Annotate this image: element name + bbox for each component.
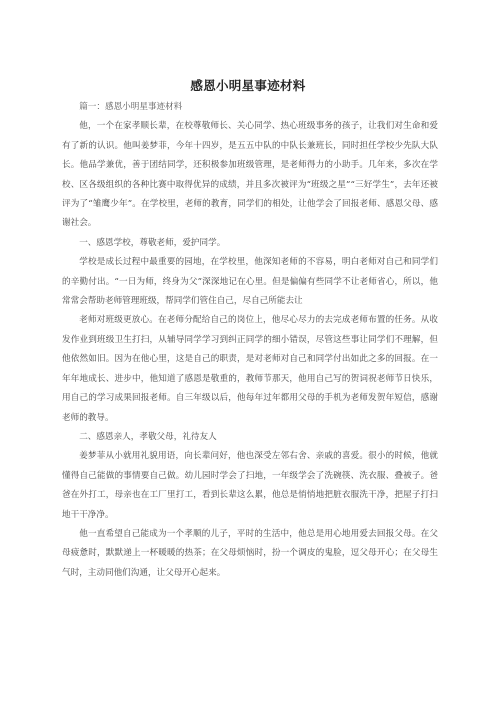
section-heading: 篇一：感恩小明星事迹材料 — [79, 102, 183, 112]
document-body — [62, 98, 438, 583]
paragraph: 姜梦菲从小就用礼貌用语，向长辈问好，他也深受左邻右舍、亲戚的喜爱。很小的时候，他就懂得自己能做的事情要自己做。幼儿园时学会了扫地，一年级学会了洗碗筷、洗衣服、叠被子。爸爸在外打工，母亲也在工厂里打工，看到长辈这么累，他总是悄悄地把脏衣服洗干净，把屋子打扫地干干净净。 — [62, 451, 438, 520]
section-heading: 一、感恩学校，尊敬老师，爱护同学。 — [79, 237, 226, 248]
document-title: 感恩小明星事迹材料 — [190, 78, 306, 93]
paragraph: 老师对班级更放心。在老师分配给自己的岗位上，他尽心尽力的去完成老师布置的任务。从收发作业到班级卫生打扫，从辅导同学学习到纠正同学的细小错误，尽管这些事让同学们不理解，但他依然如旧。因为在他心里，这是自己的职责，是对老师对自己和同学付出如此之多的回报。在一年年地成长、进步中，他知道了感恩是敬重的，教师节那天，他用自己写的贺词祝老师节日快乐，用自己的学习成果回报老师。自三年级以后，他每年过年都用父母的手机为老师发贺年短信，感谢老师的教导。 — [62, 315, 438, 423]
paragraph: 他一直希望自己能成为一个孝顺的儿子，平时的生活中，他总是用心地用爱去回报父母。在父母疲惫时，默默递上一杯暖暖的热茶；在父母烦恼时，扮一个调皮的鬼脸，逗父母开心；在父母生气时，主动同他们沟通，让父母开心起来。 — [62, 528, 438, 578]
section-heading: 二、感恩亲人，孝敬父母，礼待友人 — [79, 431, 217, 442]
paragraph: 学校是成长过程中最重要的园地，在学校里，他深知老师的不容易，明白老师对自己和同学们的辛勤付出。“一日为师，终身为父”深深地记在心里。但是偏偏有些同学不让老师省心，所以，他常常会帮助老师管理班级，帮同学们管住自己，尽自己所能去让 — [62, 257, 438, 307]
paragraph: 他，一个在家孝顺长辈，在校尊敬师长、关心同学、热心班级事务的孩子，让我们对生命和爱有了新的认识。他叫姜梦菲，今年十四岁，是五五中队的中队长兼班长，同时担任学校少先队大队长。他品学兼优，善于团结同学，还积极参加班级管理，是老师得力的小助手。几年来，多次在学校、区各级组织的各种比赛中取得优异的成绩，并且多次被评为“班级之星”“三好学生”，去年还被评为了“雏鹰少年”。在学校里，老师的教育，同学们的相处，让他学会了回报老师、感恩父母、感谢社会。 — [62, 121, 438, 229]
